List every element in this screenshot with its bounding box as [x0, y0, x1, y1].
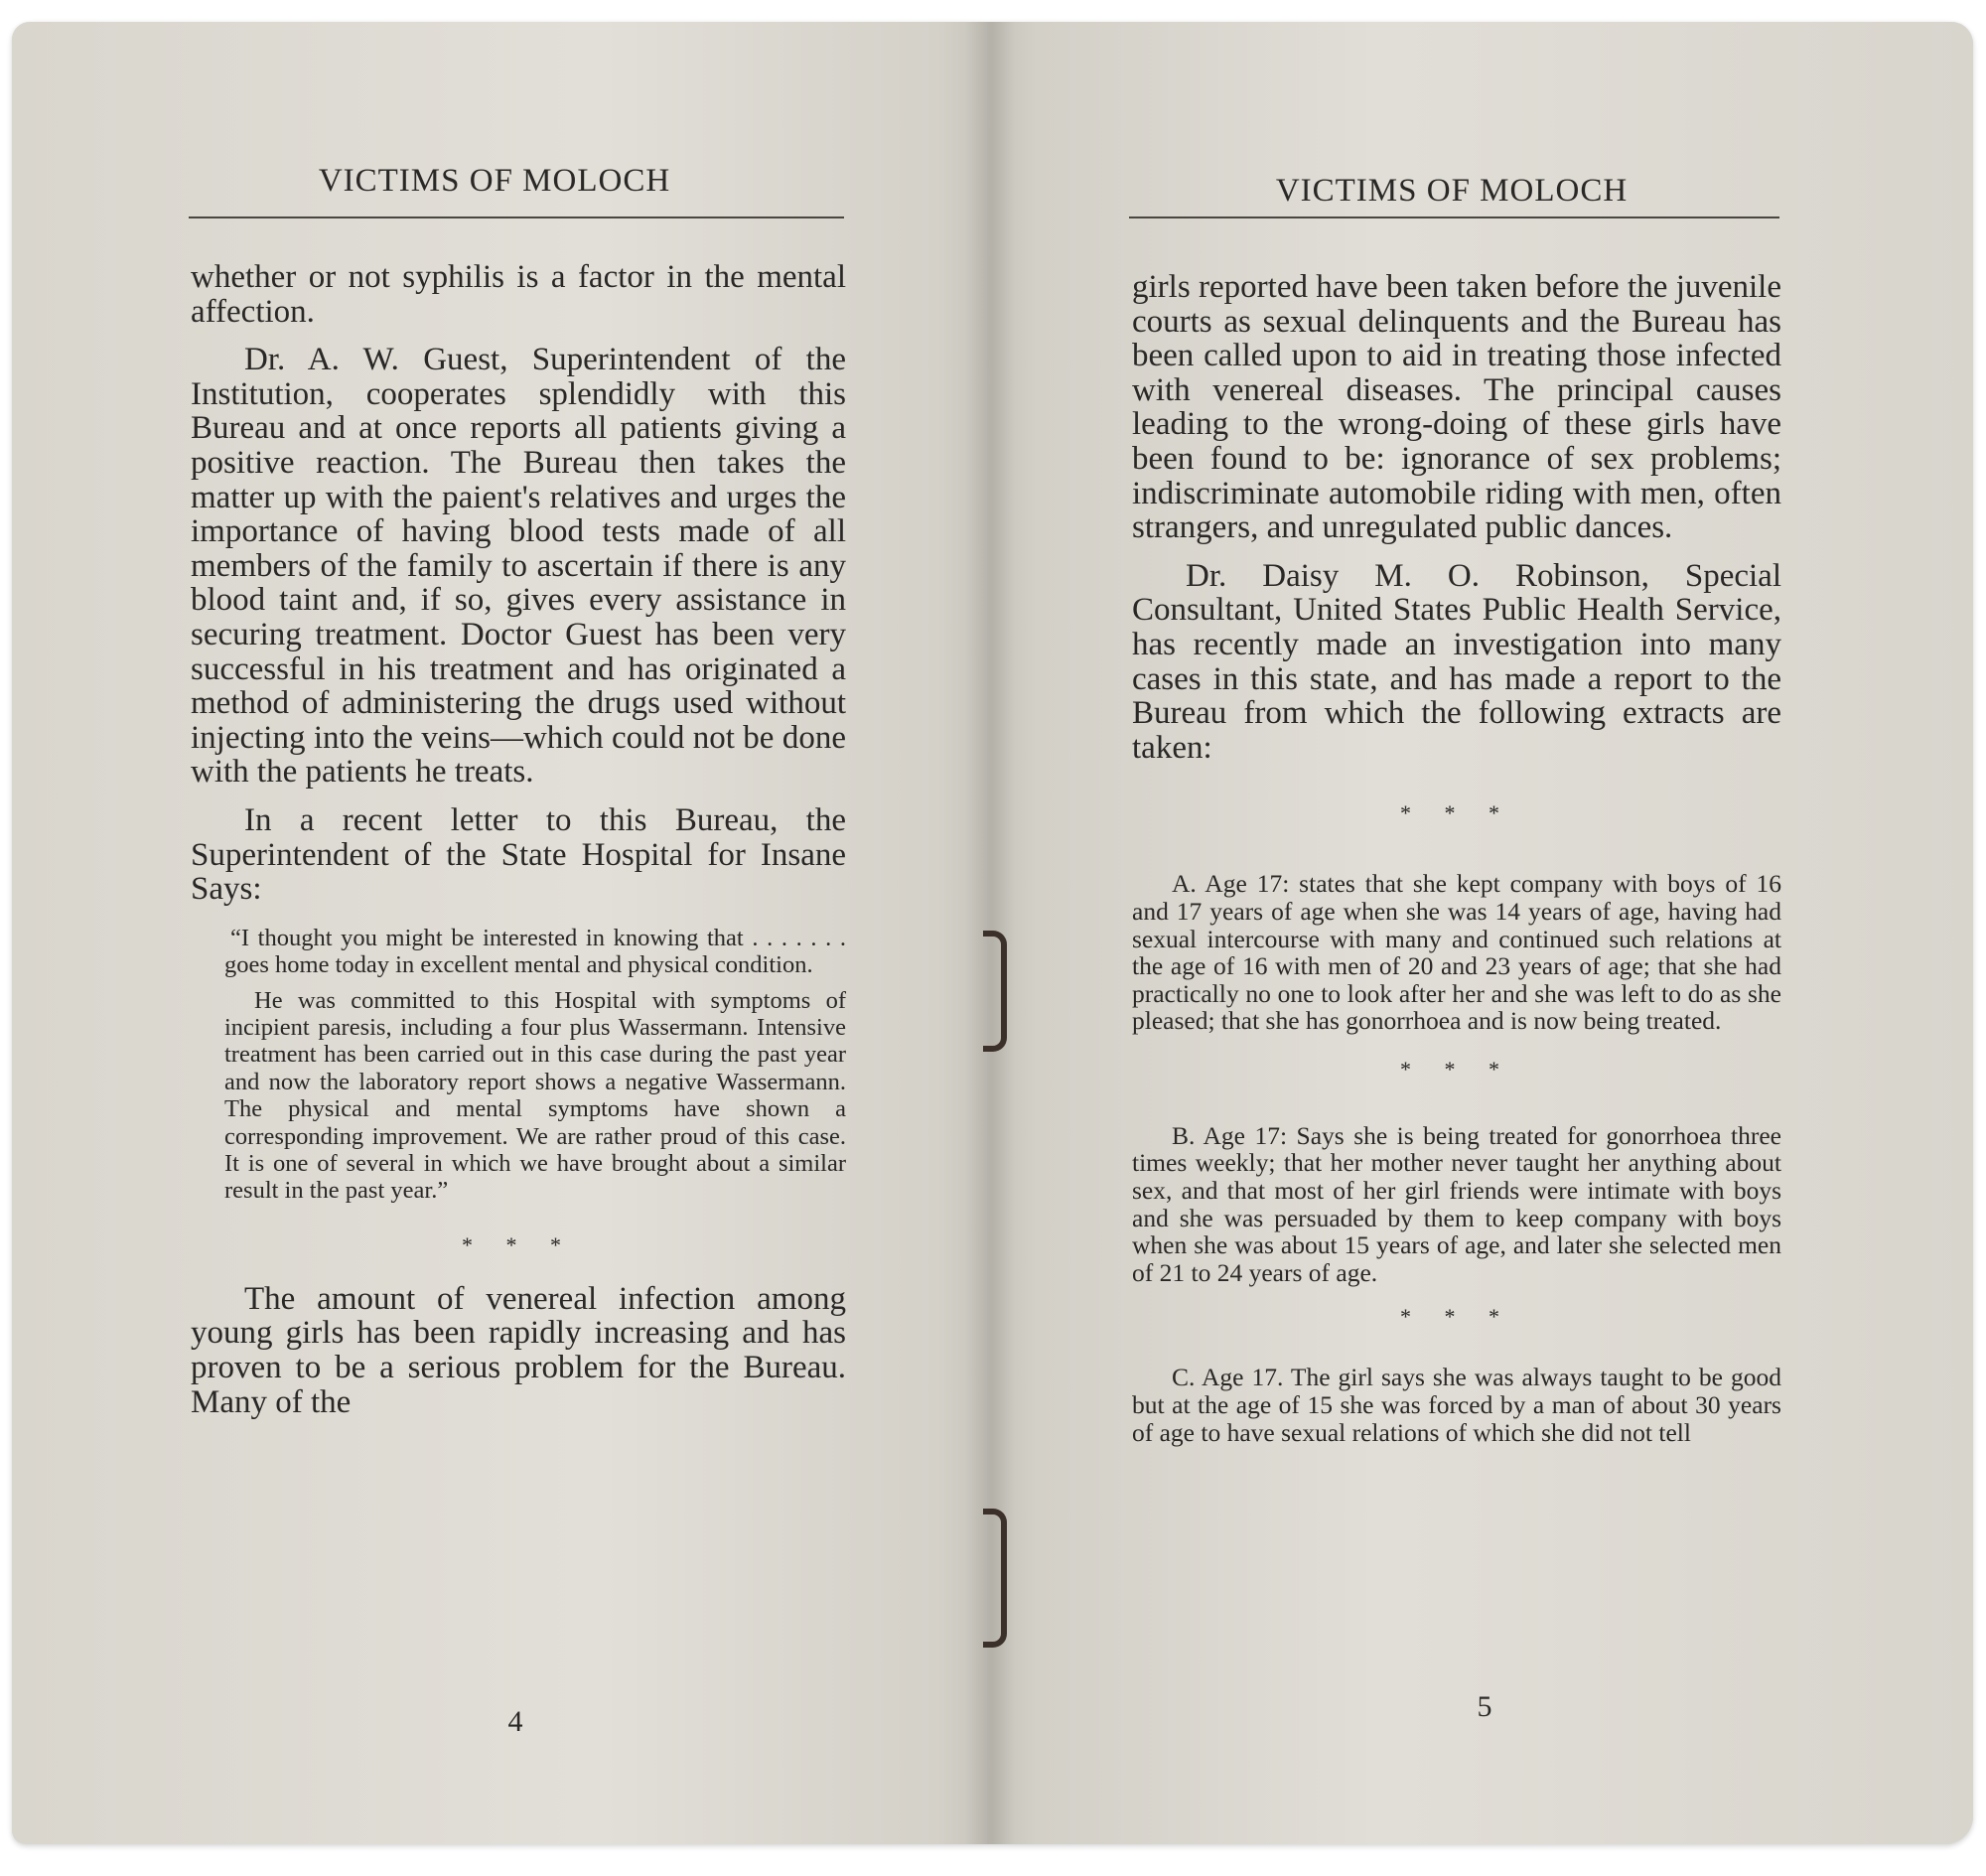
paragraph: In a recent letter to this Bureau, the Superintendent of the State Hospital for Insane Says:	[191, 801, 846, 908]
section-separator: * * *	[1400, 1304, 1513, 1330]
paragraph: whether or not syphilis is a factor in the mental affection.	[191, 259, 846, 330]
section-separator: * * *	[1400, 1056, 1513, 1082]
right-page	[987, 22, 1973, 1844]
case-extract: B. Age 17: Says she is being treated for gonorrhoea three times weekly; that her mother never taught her anything about sex, and that most of her girl friends were intimate with boys and she was persuaded by them to keep company with boys when she was about 15 years of age, and later she selected men of 21 to 24 years of age.	[1132, 1120, 1781, 1287]
running-head: VICTIMS OF MOLOCH	[1275, 173, 1629, 209]
page-number: 5	[1477, 1690, 1492, 1723]
letter-quote: “I thought you might be interested in knowing that . . . . . . . goes home today in excellent mental and physical condition.	[224, 924, 846, 979]
paragraph: The amount of venereal infection among young girls has been rapidly increasing and has proven to be a serious problem for the Bureau. Many of the	[191, 1280, 846, 1420]
open-booklet	[12, 22, 1973, 1844]
case-extract: A. Age 17: states that she kept company with boys of 16 and 17 years of age when she was 14 years of age, having had sexual intercourse with many and continued such relations at the age of 16 with men of 20 and 23 years of age; that she had practically no one to look after her and she was left to do as she pleased; that she has gonorrhoea and is now being treated.	[1132, 869, 1781, 1036]
paragraph: Dr. A. W. Guest, Superintendent of the Institution, cooperates splendidly with this Bureau and at once reports all patients giving a positive reaction. The Bureau then takes the matter up with the paient's relatives and urges the importance of having blood tests made of all members of the family to ascertain if there is any blood taint and, if so, gives every assistance in securing treatment. Doctor Guest has been very successful in his treatment and has originated a method of administering the drugs used without injecting into the veins—which could not be done with the patients he treats.	[191, 342, 846, 791]
section-separator: * * *	[1400, 800, 1513, 826]
section-separator: * * *	[462, 1231, 575, 1257]
staple-bottom	[983, 1509, 1007, 1648]
paragraph: girls reported have been taken before the juvenile courts as sexual delinquents and the Bureau has been called upon to aid in treating those infected with venereal diseases. The principal causes leading to the wrong-doing of these girls have been found to be: ignorance of sex problems; indiscriminate automobile riding with men, often strangers, and unregulated public dances.	[1132, 269, 1781, 546]
left-page	[12, 22, 987, 1844]
case-extract: C. Age 17. The girl says she was always taught to be good but at the age of 15 she was forced by a man of about 30 years of age to have sexual relations of which she did not tell	[1132, 1363, 1781, 1447]
staple-top	[983, 931, 1007, 1052]
running-head: VICTIMS OF MOLOCH	[318, 163, 671, 199]
page-number: 4	[507, 1705, 523, 1738]
text-column	[191, 260, 846, 1419]
text-column	[1132, 270, 1781, 1446]
paragraph: Dr. Daisy M. O. Robinson, Special Consultant, United States Public Health Service, has recently made an investigation into many cases in this state, and has made a report to the Bureau from which the following extracts are taken:	[1132, 557, 1781, 766]
header-rule	[1129, 216, 1779, 218]
letter-quote: He was committed to this Hospital with symptoms of incipient paresis, including a four plus Wassermann. Intensive treatment has been carried out in this case during the past year and now the laboratory report shows a negative Wassermann. The physical and mental symptoms have shown a corresponding improvement. We are rather proud of this case. It is one of several in which we have brought about a similar result in the past year.”	[224, 986, 846, 1205]
header-rule	[189, 216, 844, 218]
